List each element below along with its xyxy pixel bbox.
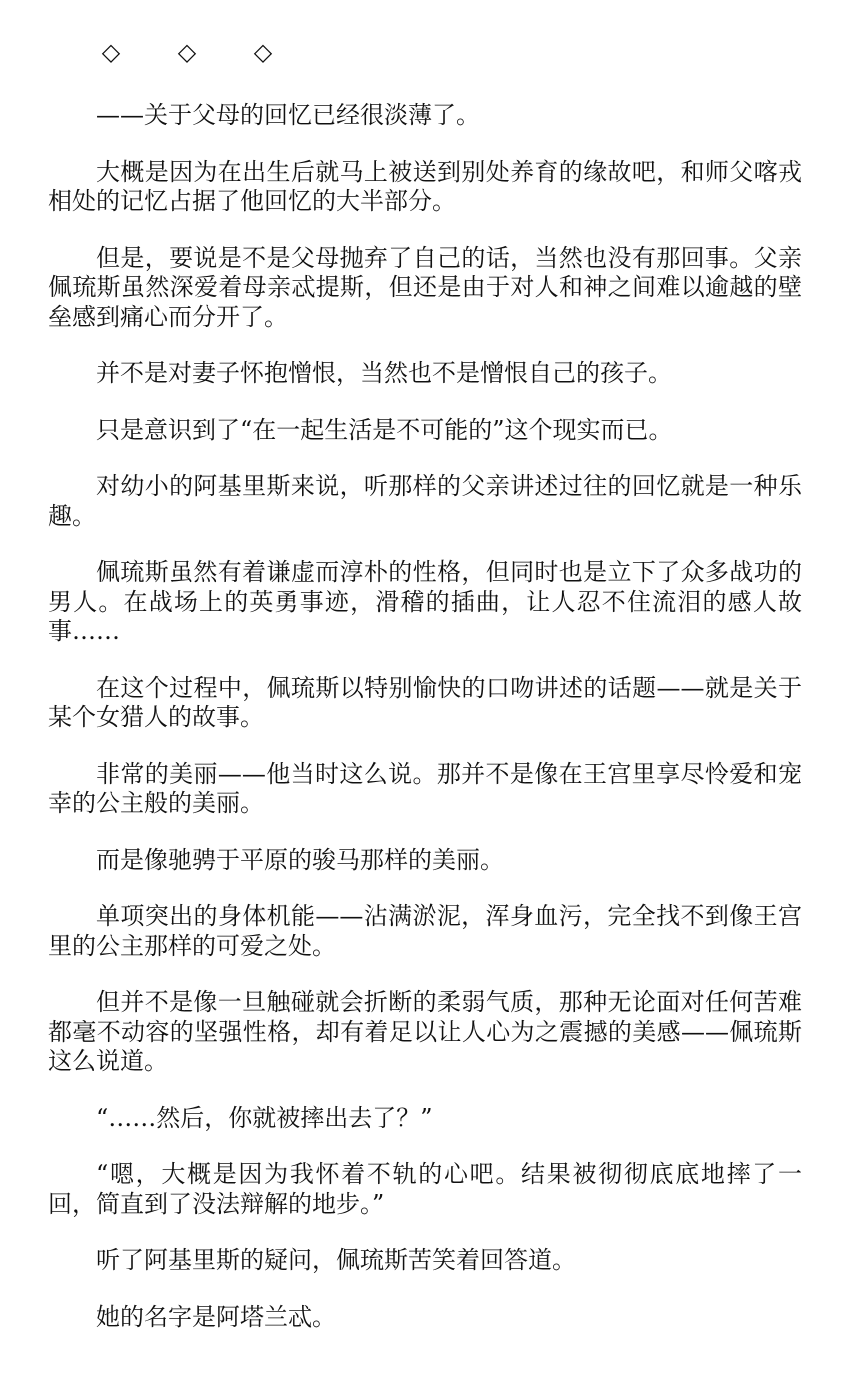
paragraph-14: “嗯，大概是因为我怀着不轨的心吧。结果被彻彻底底地摔了一回，简直到了没法辩解的地步。” bbox=[48, 1160, 802, 1218]
paragraph-13: “……然后，你就被摔出去了？” bbox=[96, 1103, 433, 1132]
paragraph-10: 而是像驰骋于平原的骏马那样的美丽。 bbox=[96, 845, 504, 874]
paragraph-2: 大概是因为在出生后就马上被送到别处养育的缘故吧，和师父喀戎相处的记忆占据了他回忆的大半部分。 bbox=[48, 157, 802, 215]
paragraph-1: ——关于父母的回忆已经很淡薄了。 bbox=[96, 101, 480, 129]
paragraph-5: 只是意识到了“在一起生活是不可能的”这个现实而已。 bbox=[96, 415, 673, 444]
paragraph-4: 并不是对妻子怀抱憎恨，当然也不是憎恨自己的孩子。 bbox=[96, 359, 672, 387]
paragraph-8: 在这个过程中，佩琉斯以特别愉快的口吻讲述的话题——就是关于某个女猎人的故事。 bbox=[48, 673, 802, 731]
diamond-divider-1: ◇ bbox=[101, 38, 121, 67]
paragraph-6: 对幼小的阿基里斯来说，听那样的父亲讲述过往的回忆就是一种乐趣。 bbox=[48, 472, 802, 530]
paragraph-11: 单项突出的身体机能——沾满淤泥，浑身血污，完全找不到像王宫里的公主那样的可爱之处。 bbox=[48, 902, 802, 960]
section-divider bbox=[48, 34, 802, 72]
paragraph-12: 但并不是像一旦触碰就会折断的柔弱气质，那种无论面对任何苦难都毫不动容的坚强性格，却有着足以让人心为之震撼的美感——佩琉斯这么说道。 bbox=[48, 988, 802, 1075]
paragraph-15: 听了阿基里斯的疑问，佩琉斯苦笑着回答道。 bbox=[96, 1246, 576, 1274]
paragraph-3: 但是，要说是不是父母抛弃了自己的话，当然也没有那回事。父亲佩琉斯虽然深爱着母亲忒提斯，但还是由于对人和神之间难以逾越的壁垒感到痛心而分开了。 bbox=[48, 243, 802, 331]
paragraph-7: 佩琉斯虽然有着谦虚而淳朴的性格，但同时也是立下了众多战功的男人。在战场上的英勇事迹，滑稽的插曲，让人忍不住流泪的感人故事…… bbox=[48, 558, 802, 645]
diamond-divider-3: ◇ bbox=[253, 38, 273, 67]
paragraph-16: 她的名字是阿塔兰忒。 bbox=[96, 1302, 336, 1331]
diamond-divider-2: ◇ bbox=[177, 38, 197, 67]
paragraph-9: 非常的美丽——他当时这么说。那并不是像在王宫里享尽怜爱和宠幸的公主般的美丽。 bbox=[48, 759, 802, 817]
